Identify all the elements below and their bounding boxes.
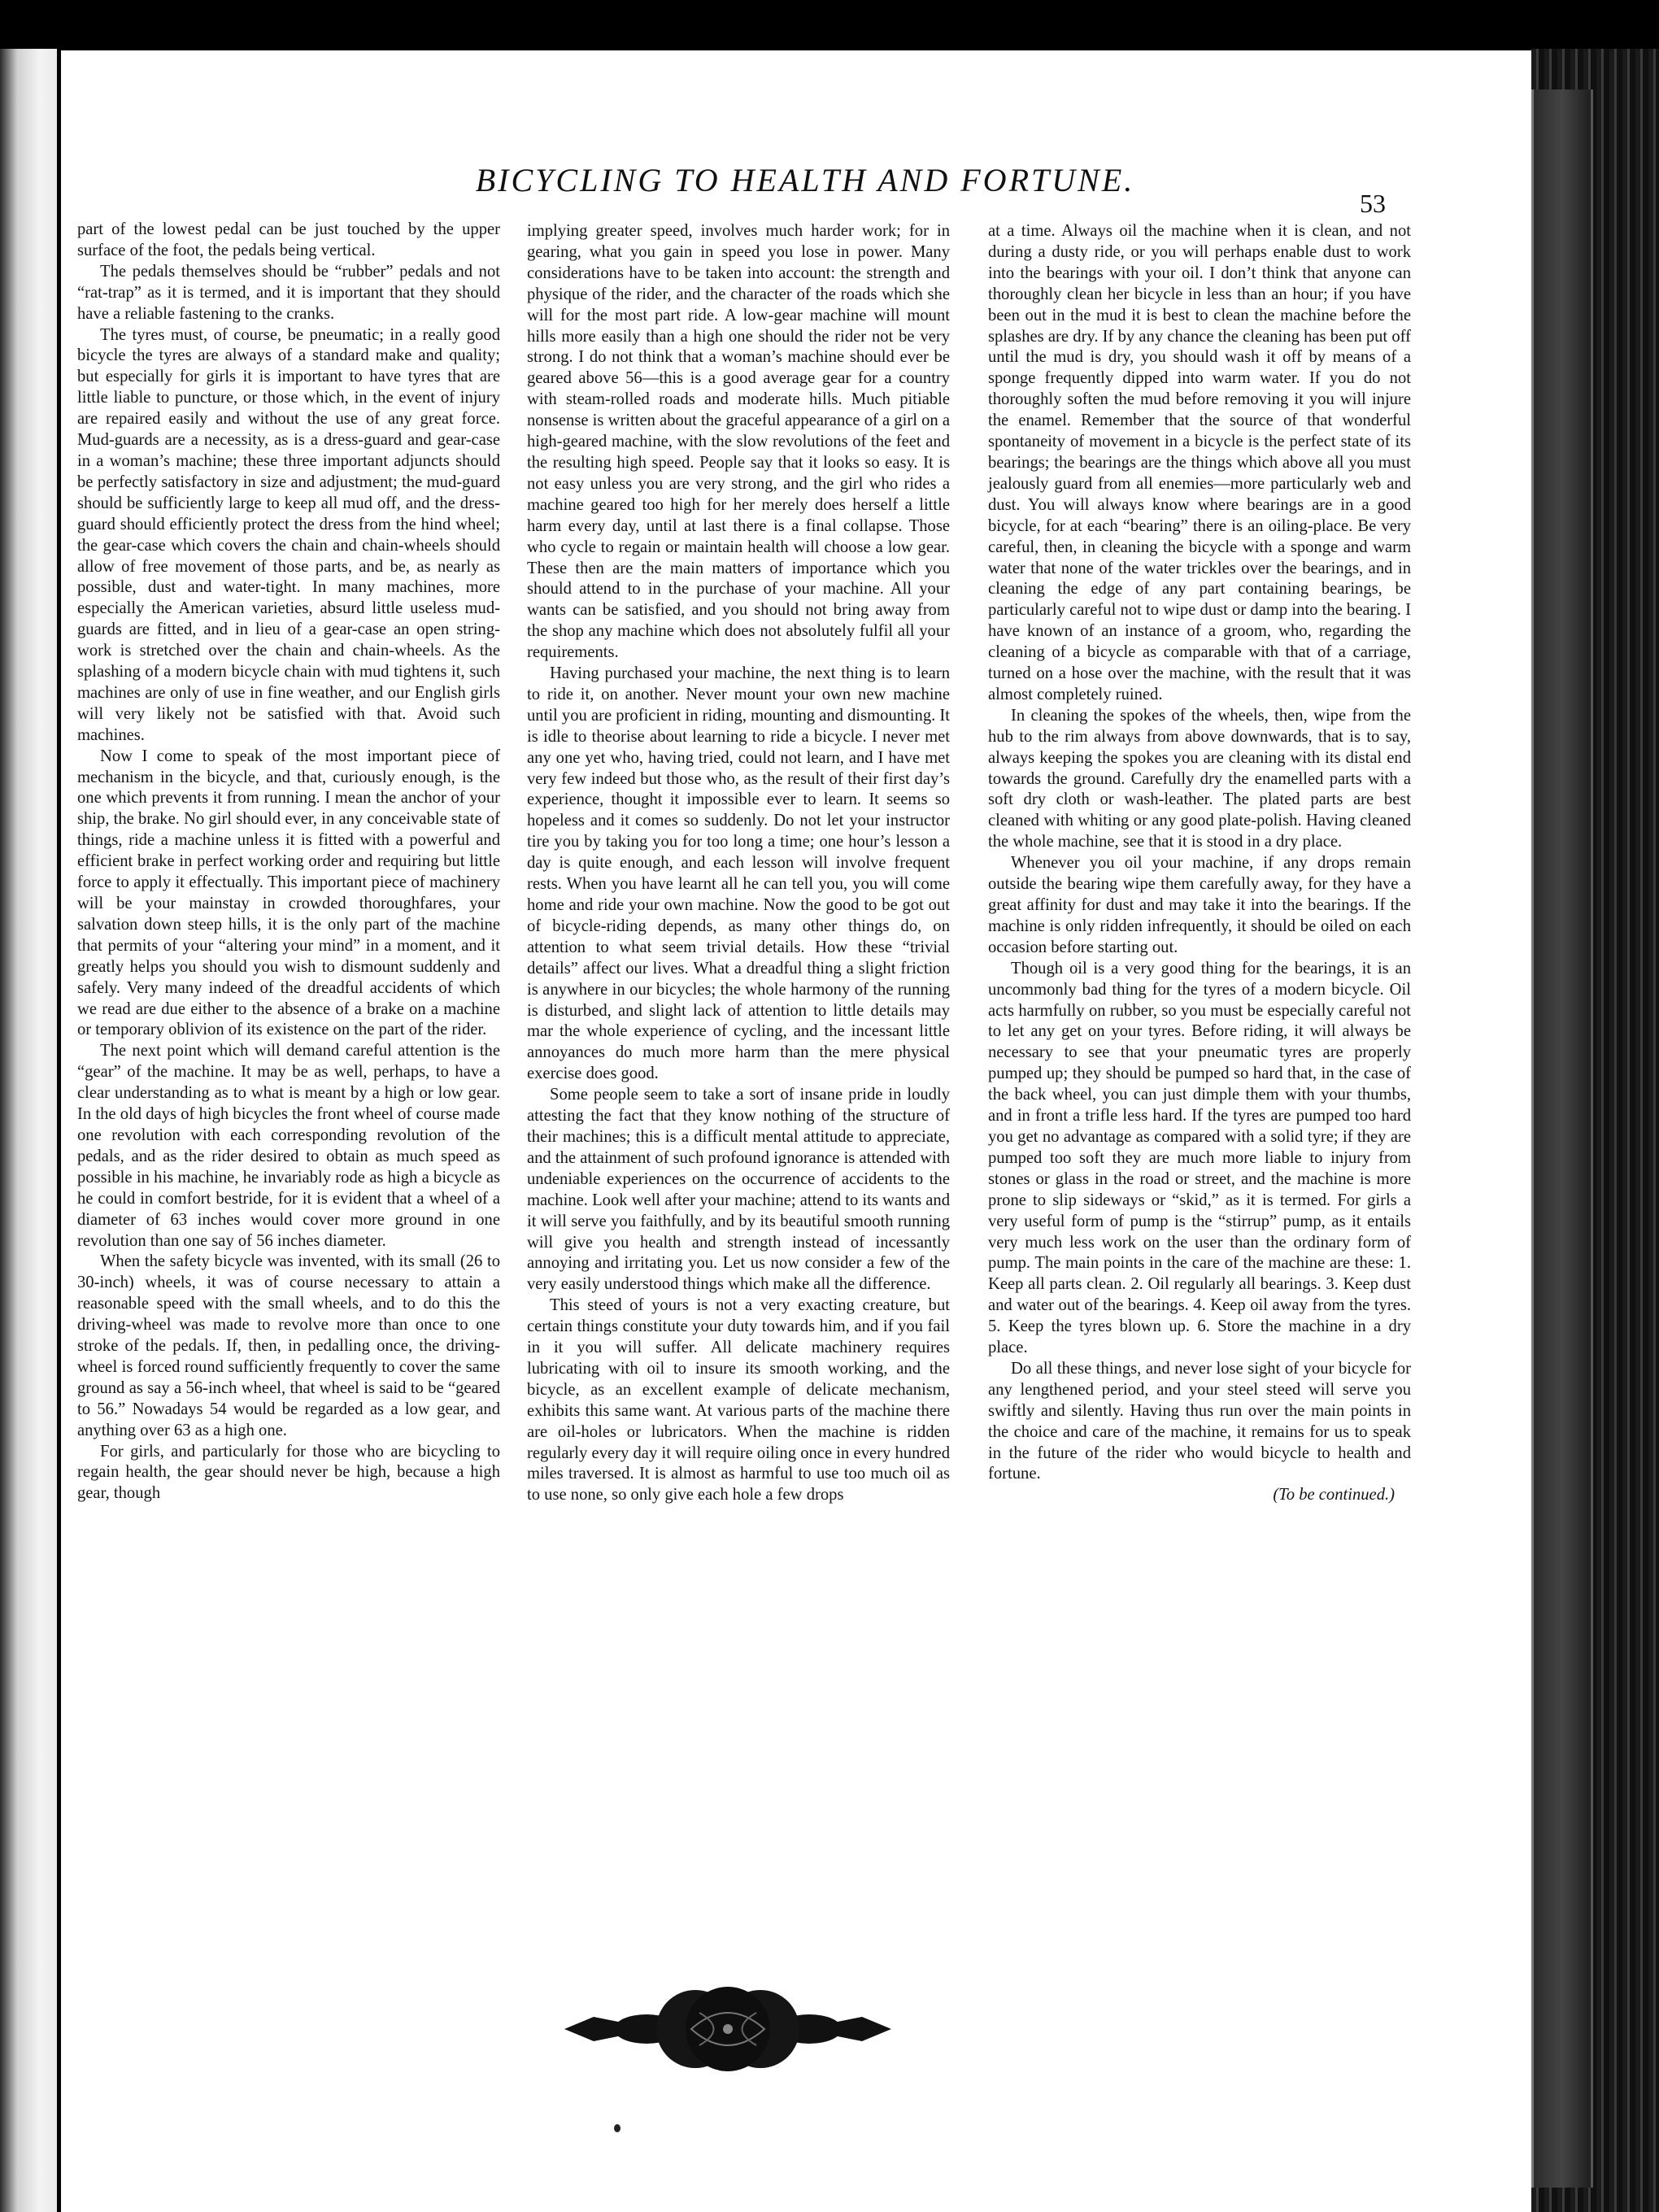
paragraph: This steed of yours is not a very exacting creature, but certain things constitute your duty towards him, and if you fail in it you will suffer. All delicate machinery requires lubricating with oil to insure its smooth working, and the bicycle, as an excellent example of delicate mechanism, exhibits this same want. At various parts of the machine there are oil-holes or lubricators. When the machine is ridden regularly every day it will require oiling once in every hundred miles traversed. It is almost as harmful to use too much oil as to use none, so only give each hole a few drops xyxy=(527,1296,950,1504)
paragraph: Some people seem to take a sort of insane pride in loudly attesting the fact that they know nothing of the structure of their machines; this is a difficult mental attitude to appreciate, and the attainment of such profound ignorance is attended with undeniable experiences on the occurrence of accidents to the machine. Look well after your machine; attend to its wants and it will serve you faithfully, and by its beautiful smooth running will give you health and strength instead of incessantly annoying and irritating you. Let us now consider a few of the very easily understood things which make all the difference. xyxy=(527,1086,950,1294)
paragraph: When the safety bicycle was invented, with its small (26 to 30-inch) wheels, it was of course necessary to attain a reasonable speed with the small wheels, and to do this the driving-wheel was made to revolve more than once to one stroke of the pedals. If, then, in pedalling once, the driving-wheel is forced round sufficiently frequently to cover the same ground as say a 56-inch wheel, that wheel is said to be “geared to 56.” Nowadays 54 would be regarded as a low gear, and anything over 63 as a high one. xyxy=(77,1252,500,1439)
paragraph: Now I come to speak of the most important piece of mechanism in the bicycle, and that, curiously enough, is the one which prevents it from running. I mean the anchor of your ship, the brake. No girl should ever, in any conceivable state of things, ride a machine unless it is fitted with a powerful and efficient brake in perfect working order and requiring but little force to apply it effectually. This important piece of machinery will be your mainstay in crowded thoroughfares, your salvation down steep hills, it is the only part of the machine that permits of your “altering your mind” in a moment, and it greatly helps you should you wish to dismount suddenly and safely. Very many indeed of the dreadful accidents of which we read are due either to the absence of a brake on a machine or temporary oblivion of its existence on the part of the rider. xyxy=(77,747,500,1039)
continued-note xyxy=(988,1485,1411,1506)
paragraph: In cleaning the spokes of the wheels, then, wipe from the hub to the rim always from above downwards, that is to say, always keeping the spokes you are cleaning with its distal end towards the ground. Carefully dry the enamelled parts with a soft dry cloth or wash-leather. The plated parts are best cleaned with whiting or any good plate-polish. Having cleaned the whole machine, see that it is stood in a dry place. xyxy=(988,706,1411,851)
left-page-edge xyxy=(0,49,57,2212)
ornament-icon xyxy=(561,1984,895,2074)
continued-note-text: (To be continued.) xyxy=(1273,1486,1395,1504)
paragraph: For girls, and particularly for those who are bicycling to regain health, the gear should never be high, because a high gear, though xyxy=(77,1442,500,1503)
page-number: 53 xyxy=(1360,189,1386,218)
paragraph: Though oil is a very good thing for the bearings, it is an uncommonly bad thing for the tyres of a modern bicycle. Oil acts harmfully on rubber, so you must be especially careful not to let any get on your tyres. Before riding, it will always be necessary to see that your pneumatic tyres are properly pumped up; they should be pumped so hard that, in the case of the back wheel, you can just dimple them with your thumbs, and in front a trifle less hard. If the tyres are pumped too hard you get no advantage as compared with a solid tyre; if they are pumped too soft they are much more liable to injury from stones or glass in the road or street, and the machine is more prone to slip sideways or “skid,” as it is termed. For girls a very useful form of pump is the “stirrup” pump, as it entails very much less work on the user than the ordinary form of pump. The main points in the care of the machine are these: 1. Keep all parts clean. 2. Oil regularly all bearings. 3. Keep dust and water out of the bearings. 4. Keep oil away from the tyres. 5. Keep the tyres blown up. 6. Store the machine in a dry place. xyxy=(988,959,1411,1357)
ink-speck xyxy=(614,2124,620,2132)
paragraph: The next point which will demand careful attention is the “gear” of the machine. It may be as well, perhaps, to have a clear understanding as to what is meant by a high or low gear. In the old days of high bicycles the front wheel of course made one revolution with each corresponding revolution of the pedals, and as the rider desired to obtain as much speed as possible in his machine, he invariably rode as high a bicycle as he could in comfort bestride, for it is evident that a wheel of a diameter of 63 inches would cover more ground in one revolution than one say of 56 inches diameter. xyxy=(77,1042,500,1250)
paragraph: The tyres must, of course, be pneumatic; in a really good bicycle the tyres are always of a standard make and quality; but especially for girls it is important to have tyres that are little liable to puncture, or those which, in the event of injury are repaired easily and without the use of any great force. Mud-guards are a necessity, as is a dress-guard and gear-case in a woman’s machine; these three important adjuncts should be perfectly satisfactory in size and adjustment; the mud-guard should be sufficiently large to keep all mud off, and the dress-guard should efficiently protect the dress from the hind wheel; the gear-case which covers the chain and chain-wheels should allow of free movement of those parts, and be, as nearly as possible, dust and water-tight. In many machines, more especially the American varieties, absurd little useless mud-guards are fitted, and in lieu of a gear-case an open string-work is stretched over the chain and chain-wheels. As the splashing of a modern bicycle chain with mud tightens it, such machines are only of use in fine weather, and our English girls will very likely not be satisfied with that. Avoid such machines. xyxy=(77,325,500,744)
paragraph: implying greater speed, involves much harder work; for in gearing, what you gain in speed you lose in power. Many considerations have to be taken into account: the strength and physique of the rider, and the character of the roads which she will for the most part ride. A low-gear machine will mount hills more easily than a high one should the rider not be very strong. I do not think that a woman’s machine should ever be geared above 56—this is a good average gear for a country with steam-rolled roads and moderate hills. Much pitiable nonsense is written about the graceful appearance of a girl on a high-geared machine, with the slow revolutions of the feet and the resulting high speed. People say that it looks so easy. It is not easy unless you are very strong, and the girl who rides a machine geared too high for her merely does herself a little harm every day, until at last there is a final collapse. Those who cycle to regain or maintain health will choose a low gear. These then are the main matters of importance which you should attend to in the purchase of your machine. All your wants can be satisfied, and you should not bring away from the shop any machine which does not absolutely fulfil all your requirements. xyxy=(527,222,950,662)
paragraph: Do all these things, and never lose sight of your bicycle for any lengthened period, and your steel steed will serve you swiftly and silently. Having thus run over the main points in the choice and care of the machine, it remains for us to speak in the future of the rider who would bicycle to health and fortune. xyxy=(988,1359,1411,1483)
text-column-3 xyxy=(988,221,1411,1506)
running-header: BICYCLING TO HEALTH AND FORTUNE. xyxy=(475,162,1135,198)
paragraph: at a time. Always oil the machine when it is clean, and not during a dusty ride, or you will perhaps enable dust to work into the bearings with your oil. I don’t think that anyone can thoroughly clean her bicycle in less than an hour; if you have been out in the mud it is best to clean the machine before the splashes are dry. If by any chance the cleaning has been put off until the mud is dry, you should wash it off by means of a sponge frequently dipped into warm water. If you do not thoroughly soften the mud before removing it you will injure the enamel. Remember that the source of that wonderful spontaneity of movement in a bicycle is the perfect state of its bearings; the bearings are the things which above all you must jealously guard from all enemies—more particularly web and dust. You will always know where bearings are in a good bicycle, for at each “bearing” there is an oiling-place. Be very careful, then, in cleaning the bicycle with a sponge and warm water that none of the water trickles over the bearings, and in cleaning the edge of any part containing bearings, be particularly careful not to wipe dust or damp into the bearing. I have known of an instance of a groom, who, regarding the cleaning of a bicycle as comparable with that of a carriage, turned on a hose over the machine, with the result that it was almost completely ruined. xyxy=(988,222,1411,703)
paragraph: part of the lowest pedal can be just touched by the upper surface of the foot, the pedals being vertical. xyxy=(77,220,500,259)
paragraph: Having purchased your machine, the next thing is to learn to ride it, on another. Never mount your own new machine until you are proficient in riding, mounting and dismounting. It is idle to theorise about learning to ride a bicycle. I never met any one yet who, having tried, could not learn, and I have met very few indeed but those who, as the result of their first day’s experience, thought it impossible ever to learn. It seems so hopeless and it comes so suddenly. Do not let your instructor tire you by taking you for too long a time; one hour’s lesson a day is quite enough, and each lesson will involve frequent rests. When you have learnt all he can tell you, you will come home and ride your own machine. Now the good to be got out of bicycle-riding depends, as many other things do, on attention to what seem trivial details. How these “trivial details” affect our lives. What a dreadful thing a slight friction is anywhere in our bicycles; the whole harmony of the running is disturbed, and slight lack of attention to little details may mar the whole experience of cycling, and the incessant little annoyances do much more harm than the mere physical exercise does good. xyxy=(527,664,950,1083)
paragraph: The pedals themselves should be “rubber” pedals and not “rat-trap” as it is termed, and it is important that they should have a reliable fastening to the cranks. xyxy=(77,262,500,323)
page-stack-edges xyxy=(1531,89,1593,2188)
text-column-2 xyxy=(527,221,950,1506)
paragraph: Whenever you oil your machine, if any drops remain outside the bearing wipe them carefully away, for they have a great affinity for dust and may take it into the bearings. If the machine is only ridden infrequently, it should be oiled on each occasion before starting out. xyxy=(988,854,1411,956)
text-column-1 xyxy=(77,220,500,1504)
